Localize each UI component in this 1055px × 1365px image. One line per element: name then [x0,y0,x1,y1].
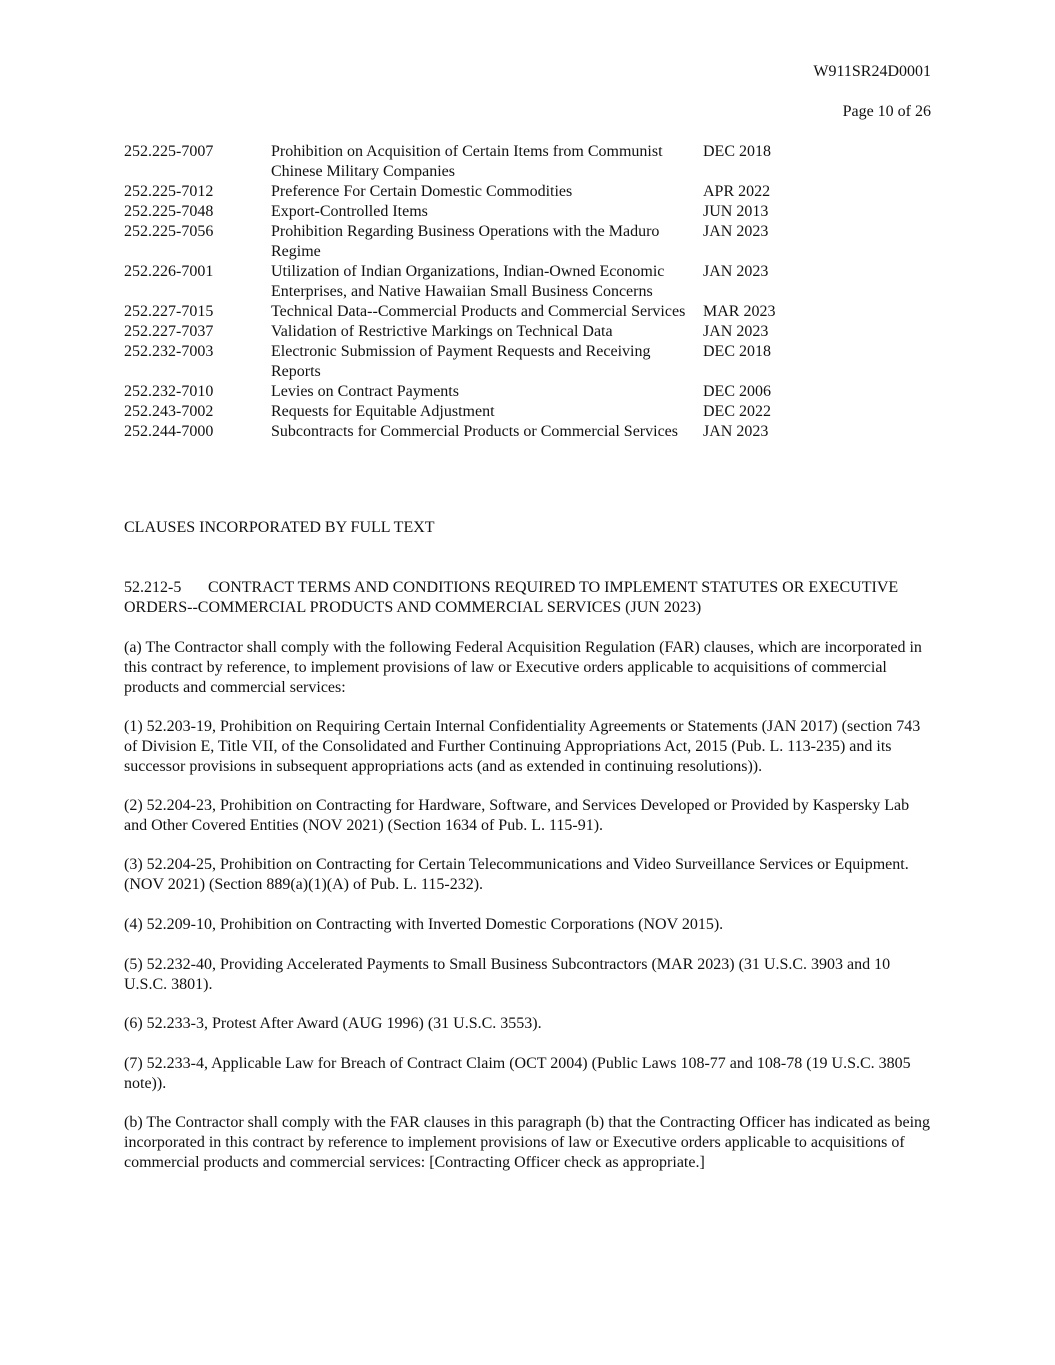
clause-number: 252.244-7000 [124,423,214,440]
clause-number: 252.227-7015 [124,303,214,320]
page-number: Page 10 of 26 [842,103,931,120]
table-row [124,202,804,222]
clause-number: 252.243-7002 [124,403,214,420]
clause-date: MAR 2023 [703,303,776,320]
paragraph-a: (a) The Contractor shall comply with the following Federal Acquisition Regulation (FAR) clauses, which are incorporated in this contract by reference, to implement provisions of law or Executive orders applicable to acquisitions of commercial products and commercial services: [124,639,922,696]
clause-title: Preference For Certain Domestic Commodities [271,183,573,200]
clause-date: APR 2022 [703,183,771,200]
clause-date: JAN 2023 [703,263,769,280]
clause-date: DEC 2018 [703,343,771,360]
clause-title: Validation of Restrictive Markings on Technical Data [271,323,613,340]
list-item: (2) 52.204-23, Prohibition on Contracting for Hardware, Software, and Services Developed or Provided by Kaspersky Lab and Other Covered Entities (NOV 2021) (Section 1634 of Pub. L. 115-91). [124,797,910,834]
table-row [124,302,804,322]
clause-title: Utilization of Indian Organizations, Indian-Owned Economic Enterprises, and Native Hawaiian Small Business Concerns [271,263,665,300]
clause-date: JAN 2023 [703,423,769,440]
clause-number: 252.225-7007 [124,143,214,160]
table-row [124,342,804,382]
clause-title: Prohibition Regarding Business Operations with the Maduro Regime [271,223,660,260]
clause-reference-table [124,142,804,442]
clause-title: Requests for Equitable Adjustment [271,403,495,420]
clause-date: JAN 2023 [703,223,769,240]
clause-title: Electronic Submission of Payment Requests and Receiving Reports [271,343,651,380]
clause-number: 252.225-7012 [124,183,214,200]
clause-title: Prohibition on Acquisition of Certain Items from Communist Chinese Military Companies [271,143,663,180]
table-row [124,322,804,342]
clause-heading-title: CONTRACT TERMS AND CONDITIONS REQUIRED TO IMPLEMENT STATUTES OR EXECUTIVE ORDERS--COMMERCIAL PRODUCTS AND COMMERCIAL SERVICES (JUN 2023) [124,579,899,616]
section-heading: CLAUSES INCORPORATED BY FULL TEXT [124,519,435,536]
list-item: (4) 52.209-10, Prohibition on Contracting with Inverted Domestic Corporations (NOV 2015). [124,916,724,933]
clause-number: 252.232-7010 [124,383,214,400]
table-row [124,182,804,202]
clause-heading-number: 52.212-5 [124,579,182,596]
clause-number: 252.232-7003 [124,343,214,360]
clause-title: Subcontracts for Commercial Products or Commercial Services [271,423,679,440]
list-item: (7) 52.233-4, Applicable Law for Breach of Contract Claim (OCT 2004) (Public Laws 108-77 and 108-78 (19 U.S.C. 3805 note)). [124,1055,911,1092]
table-row [124,422,804,442]
list-item: (5) 52.232-40, Providing Accelerated Payments to Small Business Subcontractors (MAR 2023) (31 U.S.C. 3903 and 10 U.S.C. 3801). [124,956,891,993]
list-item: (3) 52.204-25, Prohibition on Contracting for Certain Telecommunications and Video Surveillance Services or Equipment. (NOV 2021) (Section 889(a)(1)(A) of Pub. L. 115-232). [124,856,909,893]
list-item: (6) 52.233-3, Protest After Award (AUG 1996) (31 U.S.C. 3553). [124,1015,542,1032]
clause-date: DEC 2022 [703,403,771,420]
clause-date: JUN 2013 [703,203,769,220]
table-row [124,382,804,402]
clause-date: JAN 2023 [703,323,769,340]
paragraph-b: (b) The Contractor shall comply with the FAR clauses in this paragraph (b) that the Contracting Officer has indicated as being incorporated in this contract by reference to implement provisions of law or Executive orders applicable to acquisitions of commercial products and commercial services: [Contracting Officer check as appropriate.] [124,1114,931,1171]
table-row [124,402,804,422]
clause-title: Levies on Contract Payments [271,383,459,400]
clause-title: Export-Controlled Items [271,203,428,220]
clause-title: Technical Data--Commercial Products and Commercial Services [271,303,686,320]
document-number: W911SR24D0001 [813,63,931,80]
clause-number: 252.225-7048 [124,203,214,220]
clause-number: 252.226-7001 [124,263,214,280]
table-row [124,222,804,262]
clause-number: 252.227-7037 [124,323,214,340]
clause-date: DEC 2006 [703,383,771,400]
table-row [124,262,804,302]
table-row [124,142,804,182]
list-item: (1) 52.203-19, Prohibition on Requiring Certain Internal Confidentiality Agreements or Statements (JAN 2017) (section 743 of Division E, Title VII, of the Consolidated and Further Continuing Appropriations Act, 2015 (Pub. L. 113-235) and its successor provisions in subsequent appropriations acts (and as extended in continuing resolutions)). [124,718,921,775]
clause-date: DEC 2018 [703,143,771,160]
clause-heading [124,578,932,618]
clause-number: 252.225-7056 [124,223,214,240]
